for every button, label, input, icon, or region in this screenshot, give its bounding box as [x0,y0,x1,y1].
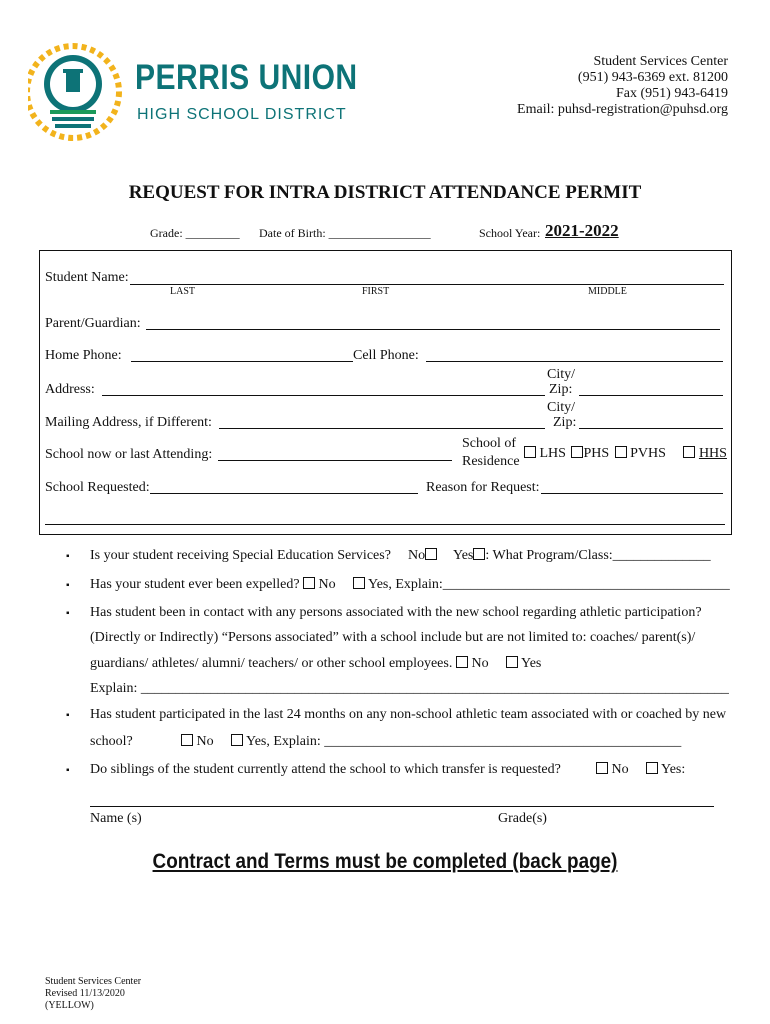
address-label: Address: [45,382,95,397]
bullet: ▪ [66,551,70,562]
contact-phone: (951) 943-6369 ext. 81200 [577,70,728,85]
cell-phone-label: Cell Phone: [353,348,419,363]
expelled-no-label: No [318,577,336,592]
footer [45,976,141,1012]
last-name-caption: LAST [170,286,195,297]
mailing-address-input[interactable] [219,428,545,429]
athletic-contact-no-checkbox[interactable] [456,656,468,668]
reason-label: Reason for Request: [426,480,540,495]
grade-field[interactable]: Grade: _________ [150,226,240,240]
contact-office: Student Services Center [593,54,728,69]
brand-subtitle: HIGH SCHOOL DISTRICT [137,106,347,123]
athletic-contact-explain[interactable]: Explain: ____________________________________________________________________________________ [90,681,729,696]
address-input[interactable] [102,395,545,396]
bullet: ▪ [66,580,70,591]
dob-field[interactable]: Date of Birth: _________________ [259,226,431,240]
home-phone-label: Home Phone: [45,348,122,363]
brand-title: PERRIS UNION [135,58,358,97]
athletic-contact-question-1: Has student been in contact with any persons associated with the new school regarding athletic participation? [90,605,702,620]
residence-options [524,446,727,462]
student-name-input[interactable] [130,284,724,285]
phs-label: PHS [583,446,610,461]
sibling-grades-caption: Grade(s) [498,811,547,826]
non-school-athletics-no [181,734,214,750]
expelled-yes-checkbox[interactable] [353,577,365,589]
expelled-explain[interactable]: Yes, Explain:_________________________________________ [367,577,730,592]
non-school-athletics-question-2: school? [90,734,133,749]
mailing-address-label: Mailing Address, if Different: [45,415,212,430]
footer-color: (YELLOW) [45,1000,94,1011]
cell-phone-input[interactable] [426,361,723,362]
expelled-question: Has your student ever been expelled? [90,577,300,592]
school-of-label: School of [462,436,517,451]
contact-fax: Fax (951) 943-6419 [616,86,728,101]
non-school-athletics-yes-checkbox[interactable] [231,734,243,746]
city-label-1: City/ [547,367,576,382]
lhs-checkbox[interactable] [524,446,536,458]
footer-revised: Revised 11/13/2020 [45,988,125,999]
middle-name-caption: MIDDLE [588,286,627,297]
hhs-label: HHS [698,446,727,461]
athletic-contact-question-3: guardians/ athletes/ alumni/ teachers/ or other school employees. [90,656,453,671]
city-zip-input-1[interactable] [579,395,723,396]
phs-checkbox[interactable] [571,446,583,458]
bullet: ▪ [66,765,70,776]
special-ed-question: Is your student receiving Special Education Services? [90,548,391,563]
footer-office: Student Services Center [45,976,142,987]
siblings-yes-checkbox[interactable] [646,762,658,774]
parent-label: Parent/Guardian: [45,316,141,331]
school-attending-label: School now or last Attending: [45,447,213,462]
contract-notice: Contract and Terms must be completed (back page) [152,850,618,873]
contact-email: Email: puhsd-registration@puhsd.org [517,102,728,117]
school-attending-input[interactable] [218,460,452,461]
sibling-names-caption: Name (s) [90,811,142,826]
athletic-contact-yes-checkbox[interactable] [506,656,518,668]
non-school-athletics-no-label: No [196,734,214,749]
siblings-no [596,762,629,778]
school-requested-input[interactable] [150,493,418,494]
non-school-athletics-question-1: Has student participated in the last 24 months on any non-school athletic team associated with or coached by new [90,707,727,722]
athletic-contact-question-2: (Directly or Indirectly) “Persons associated” with a school include but are not limited to: coaches/ parent(s)/ [90,630,696,645]
zip-label-1: Zip: [549,382,573,397]
reason-continued-input[interactable] [45,524,725,525]
athletic-contact-yes [506,656,541,672]
siblings-names-input[interactable] [90,806,714,807]
home-phone-input[interactable] [131,361,353,362]
siblings-no-label: No [611,762,629,777]
bullet: ▪ [66,710,70,721]
siblings-yes [646,762,685,778]
athletic-contact-yes-label: Yes [520,656,542,671]
school-requested-label: School Requested: [45,480,150,495]
sunburst-icon [28,46,119,138]
school-year-value: 2021-2022 [545,221,619,240]
hhs-checkbox[interactable] [683,446,695,458]
city-label-2: City/ [547,400,576,415]
expelled-no [303,577,336,593]
special-ed-no-label: No [408,548,426,563]
special-ed-yes [453,548,711,564]
siblings-question: Do siblings of the student currently attend the school to which transfer is requested? [90,762,561,777]
reason-input[interactable] [541,493,723,494]
form-title: REQUEST FOR INTRA DISTRICT ATTENDANCE PERMIT [128,182,642,203]
expelled-no-checkbox[interactable] [303,577,315,589]
non-school-athletics-no-checkbox[interactable] [181,734,193,746]
school-year-label: School Year: [479,226,541,240]
athletic-contact-no-label: No [471,656,489,671]
city-zip-input-2[interactable] [579,428,723,429]
student-name-label: Student Name: [45,270,129,285]
first-name-caption: FIRST [362,286,390,297]
special-ed-yes-checkbox[interactable] [473,548,485,560]
non-school-athletics-yes [231,734,681,750]
special-ed-no-checkbox[interactable] [425,548,437,560]
pvhs-checkbox[interactable] [615,446,627,458]
bullet: ▪ [66,608,70,619]
pvhs-label: PVHS [630,446,666,461]
zip-label-2: Zip: [553,415,577,430]
non-school-athletics-explain[interactable]: Yes, Explain: ___________________________________________________ [245,734,682,749]
residence-label: Residence [462,454,520,469]
special-ed-no [408,548,437,564]
lhs-label: LHS [539,446,566,461]
siblings-yes-label: Yes: [660,762,686,777]
parent-input[interactable] [146,329,720,330]
siblings-no-checkbox[interactable] [596,762,608,774]
expelled-yes [353,577,730,593]
special-ed-program[interactable]: : What Program/Class:______________ [485,548,711,563]
contact-block [517,54,728,118]
special-ed-yes-label: Yes [453,548,474,563]
athletic-contact-no [456,656,489,672]
